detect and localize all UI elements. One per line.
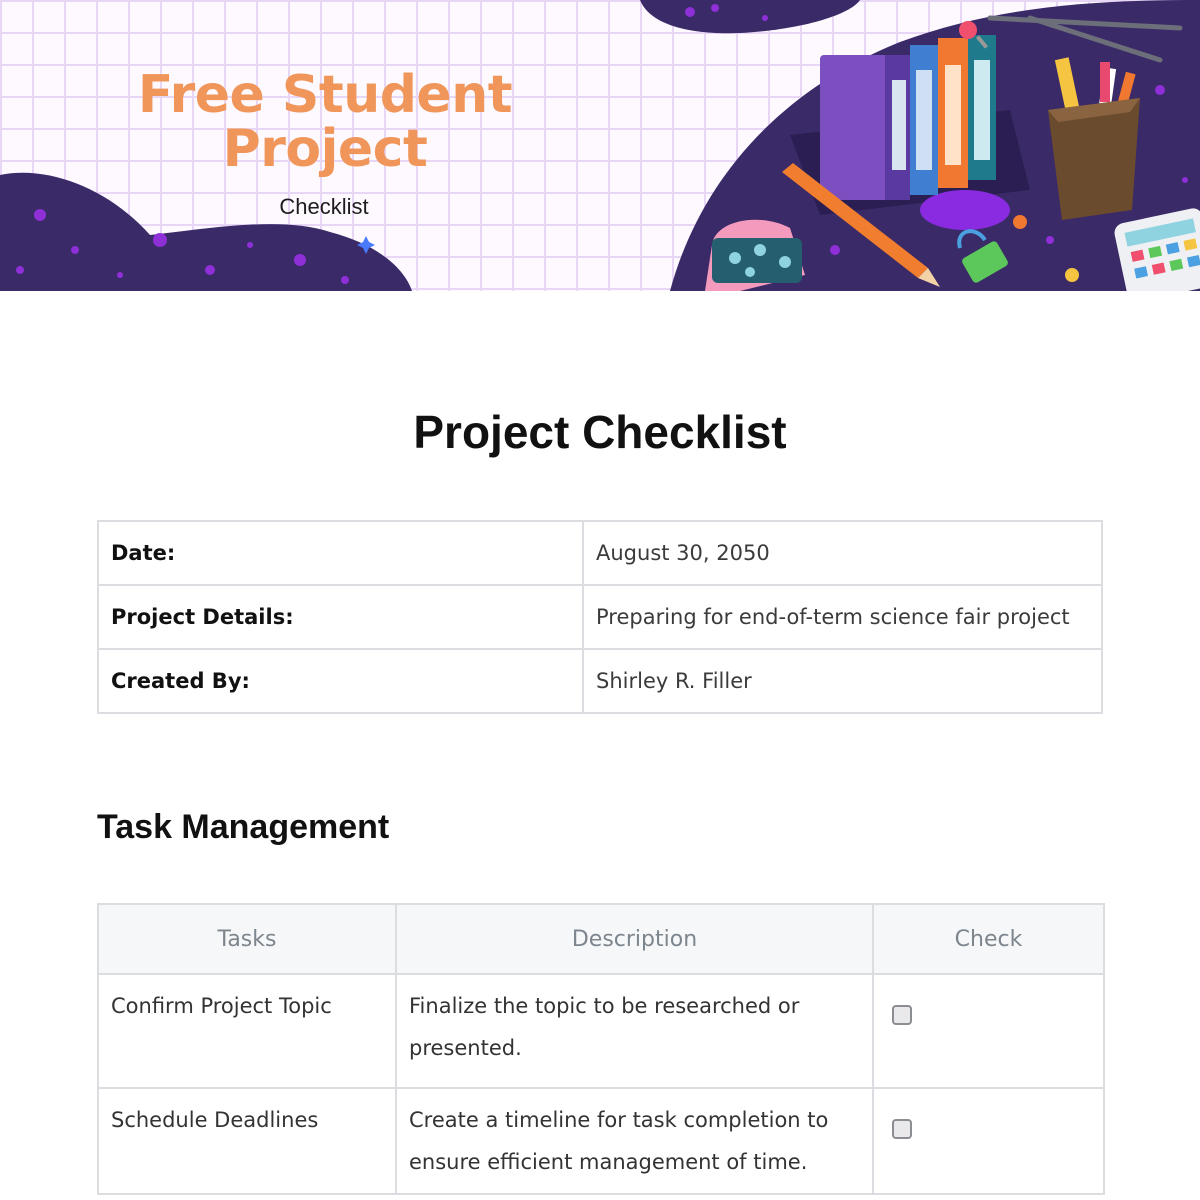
task-description: Finalize the topic to be researched or presented. — [396, 974, 873, 1088]
created-by-label: Created By: — [98, 649, 583, 713]
column-header-check: Check — [873, 904, 1104, 974]
banner-subtitle: Checklist — [279, 194, 369, 219]
created-by-value: Shirley R. Filler — [583, 649, 1102, 713]
section-title: Task Management — [97, 808, 390, 846]
banner-title: Free Student Project — [137, 65, 513, 179]
task-checkbox[interactable] — [892, 1005, 912, 1025]
column-header-tasks: Tasks — [98, 904, 396, 974]
task-check-cell — [873, 974, 1104, 1088]
column-header-description: Description — [396, 904, 873, 974]
project-details-label: Project Details: — [98, 585, 583, 649]
task-check-cell — [873, 1088, 1104, 1194]
books-icon — [820, 35, 996, 200]
task-description: Create a timeline for task completion to ensure efficient management of time. — [396, 1088, 873, 1194]
page-title: Project Checklist — [413, 406, 787, 458]
table-row — [98, 1088, 1104, 1194]
project-details-value: Preparing for end-of-term science fair project — [583, 585, 1102, 649]
date-value: August 30, 2050 — [583, 521, 1102, 585]
header-banner — [0, 0, 1200, 291]
table-row — [98, 585, 1102, 649]
task-table — [97, 903, 1105, 1195]
table-row — [98, 649, 1102, 713]
project-info-table — [97, 520, 1103, 714]
table-row — [98, 974, 1104, 1088]
table-row — [98, 521, 1102, 585]
date-label: Date: — [98, 521, 583, 585]
table-header-row — [98, 904, 1104, 974]
task-checkbox[interactable] — [892, 1119, 912, 1139]
task-name: Schedule Deadlines — [98, 1088, 396, 1194]
task-name: Confirm Project Topic — [98, 974, 396, 1088]
